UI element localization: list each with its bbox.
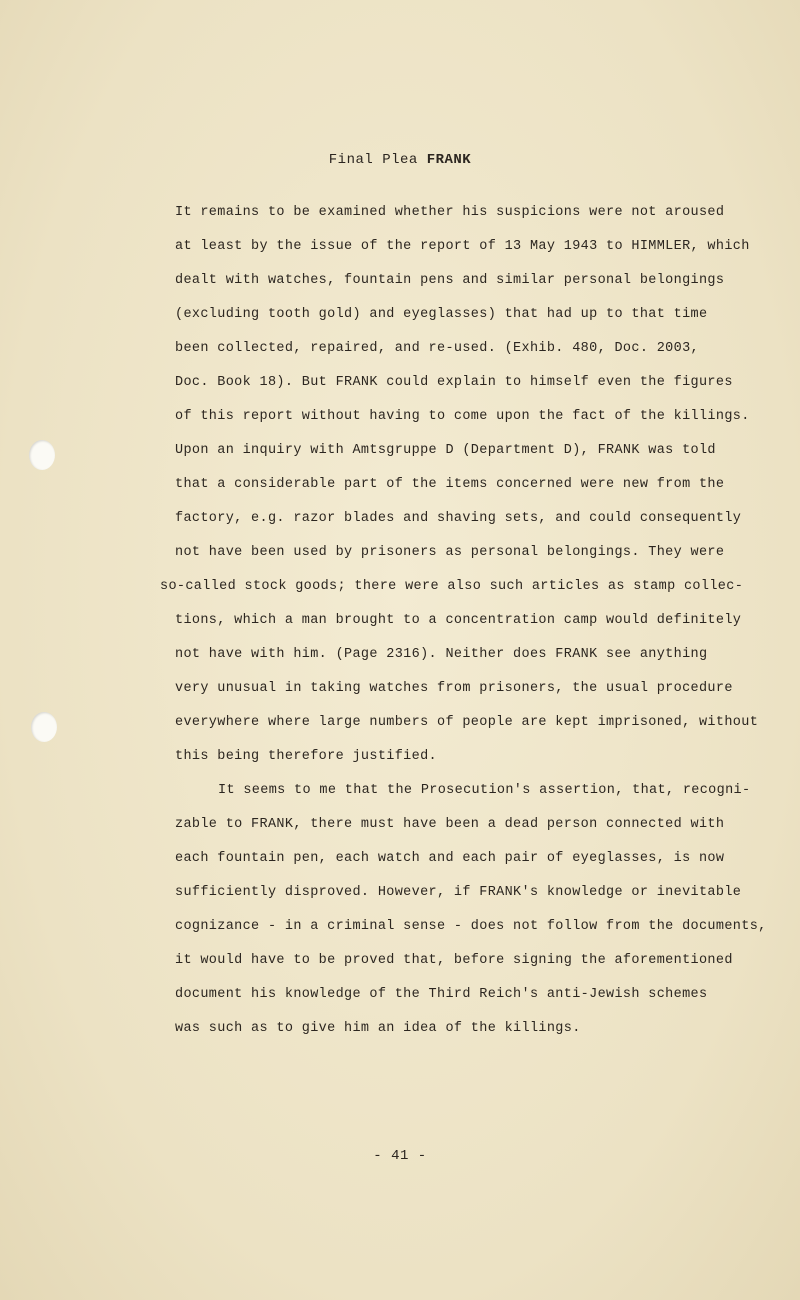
text-line: everywhere where large numbers of people are kept imprisoned, without — [175, 715, 759, 730]
punch-hole — [31, 712, 57, 742]
text-line: (excluding tooth gold) and eyeglasses) that had up to that time — [175, 307, 708, 322]
text-line: Doc. Book 18). But FRANK could explain to himself even the figures — [175, 375, 733, 390]
text-line: dealt with watches, fountain pens and similar personal belongings — [175, 273, 725, 288]
punch-hole — [29, 440, 55, 470]
title-name: FRANK — [426, 152, 472, 168]
text-line: cognizance - in a criminal sense - does not follow from the documents, — [175, 919, 767, 934]
text-line: not have with him. (Page 2316). Neither does FRANK see anything — [175, 647, 708, 662]
text-line: was such as to give him an idea of the killings. — [175, 1021, 581, 1036]
text-line: this being therefore justified. — [175, 749, 437, 764]
page-number: - 41 - — [373, 1148, 427, 1164]
text-line: each fountain pen, each watch and each pair of eyeglasses, is now — [175, 851, 725, 866]
text-line: tions, which a man brought to a concentration camp would definitely — [175, 613, 742, 628]
text-line: It remains to be examined whether his suspicions were not aroused — [175, 205, 725, 220]
text-line: It seems to me that the Prosecution's assertion, that, recogni- — [218, 783, 751, 798]
text-line: been collected, repaired, and re-used. (Exhib. 480, Doc. 2003, — [175, 341, 699, 356]
text-line: very unusual in taking watches from prisoners, the usual procedure — [175, 681, 733, 696]
text-line: that a considerable part of the items concerned were new from the — [175, 477, 725, 492]
text-line: so-called stock goods; there were also such articles as stamp collec- — [160, 579, 744, 594]
text-line: not have been used by prisoners as personal belongings. They were — [175, 545, 725, 560]
text-line: document his knowledge of the Third Reich's anti-Jewish schemes — [175, 987, 708, 1002]
text-line: factory, e.g. razor blades and shaving sets, and could consequently — [175, 511, 742, 526]
title-prefix: Final Plea — [328, 152, 418, 168]
text-line: zable to FRANK, there must have been a dead person connected with — [175, 817, 725, 832]
page-title — [0, 152, 800, 168]
text-line: of this report without having to come upon the fact of the killings. — [175, 409, 750, 424]
text-line: sufficiently disproved. However, if FRANK's knowledge or inevitable — [175, 885, 742, 900]
text-line: Upon an inquiry with Amtsgruppe D (Department D), FRANK was told — [175, 443, 716, 458]
text-line: at least by the issue of the report of 13 May 1943 to HIMMLER, which — [175, 239, 750, 254]
text-line: it would have to be proved that, before signing the aforementioned — [175, 953, 733, 968]
